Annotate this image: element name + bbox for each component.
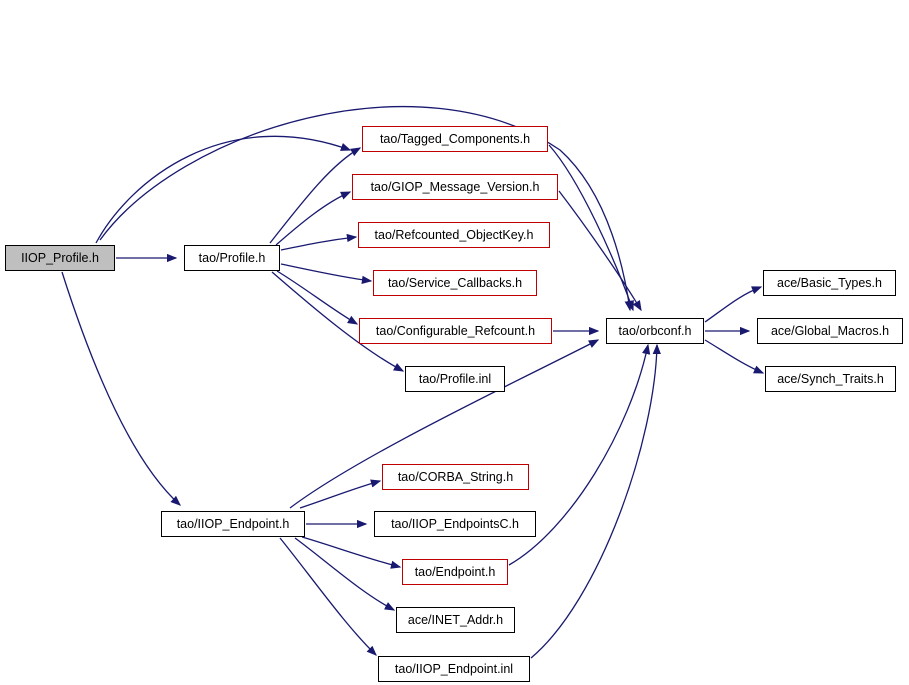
graph-node-basic_types[interactable]: [763, 270, 896, 296]
edge-tagged_comp-to-orbconf: [549, 145, 633, 310]
graph-node-label: ace/Basic_Types.h: [777, 275, 882, 290]
graph-node-label: IIOP_Profile.h: [21, 250, 99, 265]
graph-node-label: tao/Tagged_Components.h: [379, 131, 531, 146]
graph-node-config_refcnt[interactable]: [359, 318, 552, 344]
edge-orbconf-to-synch_traits: [705, 340, 763, 373]
graph-node-refcounted_ok[interactable]: [358, 222, 550, 248]
graph-node-label: ace/Global_Macros.h: [770, 323, 890, 338]
graph-node-label: tao/IIOP_Endpoint.inl: [394, 661, 514, 676]
edge-endpoint_inl-to-orbconf: [531, 345, 657, 658]
graph-node-label: ace/INET_Addr.h: [407, 612, 504, 627]
graph-node-giop_msg_ver[interactable]: [352, 174, 558, 200]
edge-iiop_endpoint_h-to-endpoint_h: [302, 537, 400, 567]
edge-tao_profile_h-to-tagged_comp: [270, 148, 360, 243]
graph-node-endpointsc[interactable]: [374, 511, 536, 537]
graph-node-label: tao/Profile.h: [198, 250, 266, 265]
graph-node-label: tao/Refcounted_ObjectKey.h: [374, 227, 534, 242]
graph-node-label: tao/IIOP_EndpointsC.h: [391, 516, 519, 531]
edge-iiop_endpoint_h-to-inet_addr: [295, 538, 394, 610]
graph-node-global_macros[interactable]: [757, 318, 903, 344]
graph-node-label: tao/Profile.inl: [418, 371, 492, 386]
edge-tao_profile_h-to-config_refcnt: [277, 271, 357, 324]
graph-node-profile_inl[interactable]: [405, 366, 505, 392]
graph-node-label: tao/GIOP_Message_Version.h: [370, 179, 540, 194]
graph-node-label: tao/Service_Callbacks.h: [387, 275, 523, 290]
edge-iiop_endpoint_h-to-endpoint_inl: [280, 538, 376, 655]
graph-node-tao_profile_h[interactable]: [184, 245, 280, 271]
graph-node-iiop_endpoint_h[interactable]: [161, 511, 305, 537]
graph-node-orbconf[interactable]: [606, 318, 704, 344]
graph-node-label: tao/orbconf.h: [618, 323, 692, 338]
graph-node-label: tao/Configurable_Refcount.h: [375, 323, 536, 338]
edge-iiop_profile_h-to-iiop_endpoint_h: [62, 272, 180, 505]
edge-orbconf-to-basic_types: [705, 287, 761, 322]
graph-node-label: tao/IIOP_Endpoint.h: [176, 516, 290, 531]
edge-tao_profile_h-to-giop_msg_ver: [276, 192, 350, 245]
edge-giop_msg_ver-to-orbconf: [559, 191, 641, 310]
graph-node-iiop_profile_h[interactable]: [5, 245, 115, 271]
graph-node-tagged_comp[interactable]: [362, 126, 548, 152]
edge-iiop_endpoint_h-to-corba_string: [300, 481, 380, 508]
graph-node-label: ace/Synch_Traits.h: [777, 371, 884, 386]
graph-node-label: tao/CORBA_String.h: [397, 469, 514, 484]
edge-iiop_profile_h-to-giop_msg_ver: [96, 136, 350, 243]
graph-node-endpoint_inl[interactable]: [378, 656, 530, 682]
graph-node-synch_traits[interactable]: [765, 366, 896, 392]
edge-tao_profile_h-to-service_cb: [281, 264, 371, 281]
graph-node-inet_addr[interactable]: [396, 607, 515, 633]
edge-tao_profile_h-to-refcounted_ok: [281, 237, 356, 250]
graph-node-corba_string[interactable]: [382, 464, 529, 490]
graph-node-label: tao/Endpoint.h: [414, 564, 496, 579]
graph-node-endpoint_h[interactable]: [402, 559, 508, 585]
graph-node-service_cb[interactable]: [373, 270, 537, 296]
